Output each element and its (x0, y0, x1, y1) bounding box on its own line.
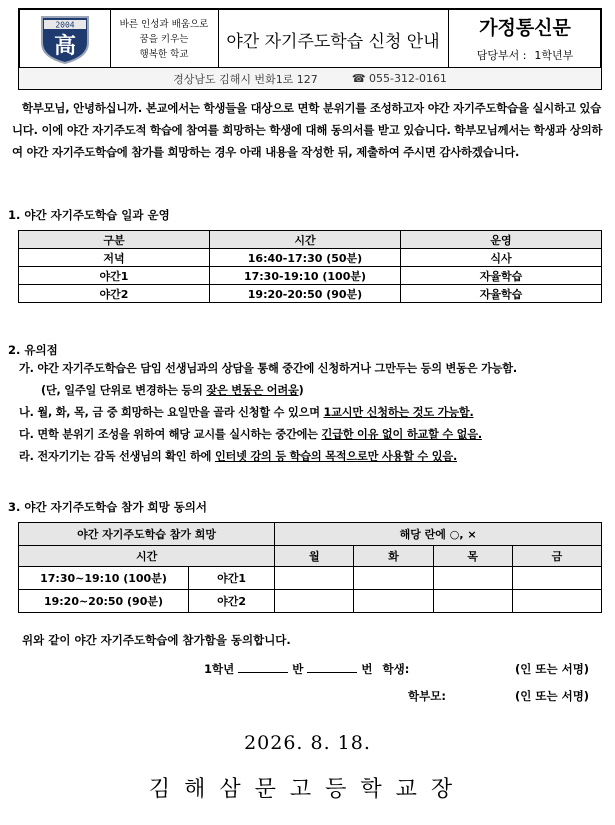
table-cell: 17:30-19:10 (100분) (210, 267, 401, 285)
check-cell-thu[interactable] (433, 590, 512, 613)
table-cell: 16:40-17:30 (50분) (210, 249, 401, 267)
note-da (19, 424, 609, 446)
section3-title: 3. 야간 자기주도학습 참가 희망 동의서 (8, 500, 208, 514)
table-cell: 야간2 (19, 285, 210, 303)
note-na (19, 402, 609, 424)
schedule-header-cell: 구분 (19, 231, 210, 249)
number-label: 번 (361, 662, 373, 676)
motto-line-3: 행복한 학교 (139, 48, 189, 60)
day-header: 화 (354, 546, 433, 567)
table-row (19, 249, 602, 267)
table-cell: 야간1 (19, 267, 210, 285)
logo-char: 高 (53, 34, 77, 59)
period-cell: 야간1 (188, 567, 274, 590)
note-text: 다. 면학 분위기 조성을 위하여 해당 교시를 실시하는 중간에는 (19, 428, 322, 441)
day-header: 목 (433, 546, 512, 567)
student-info-line (204, 661, 409, 677)
check-cell-tue[interactable] (354, 567, 433, 590)
motto-line-1: 바른 인성과 배움으로 (119, 18, 209, 30)
note-ra (19, 446, 609, 468)
class-label: 반 (292, 662, 304, 676)
time-cell: 17:30~19:10 (100분) (19, 567, 189, 590)
period-cell: 야간2 (188, 590, 274, 613)
parent-sign[interactable]: (인 또는 서명) (515, 689, 590, 703)
consent-header-row (19, 523, 602, 546)
check-cell-mon[interactable] (275, 590, 354, 613)
motto-line-2: 꿈을 키우는 (139, 33, 189, 45)
note-underline: 긴급한 이유 없이 하교할 수 없음. (321, 428, 482, 441)
grade-label: 1학년 (204, 662, 235, 676)
check-cell-thu[interactable] (433, 567, 512, 590)
table-cell: 식사 (401, 249, 602, 267)
intro-paragraph (12, 97, 604, 163)
consent-table (18, 522, 602, 613)
table-row (19, 567, 602, 590)
logo-year: 2004 (55, 20, 75, 30)
number-blank[interactable] (307, 661, 357, 673)
note-underline: 잦은 변동은 어려움 (206, 384, 299, 397)
dept-label: 담당부서 : (476, 49, 527, 62)
consent-subheader-row (19, 546, 602, 567)
schedule-table (18, 230, 602, 303)
check-cell-fri[interactable] (512, 590, 601, 613)
note-text: (단, 일주일 단위로 변경하는 등의 (41, 384, 207, 397)
section1-title: 1. 야간 자기주도학습 일과 운영 (8, 208, 170, 222)
note-text: 나. 월, 화, 목, 금 중 희망하는 요일만을 골라 신청할 수 있으며 (19, 406, 324, 419)
header-top-row (18, 8, 602, 68)
schedule-header-row (19, 231, 602, 249)
newsletter-box (448, 10, 602, 68)
class-blank[interactable] (238, 661, 288, 673)
newsletter-label: 가정통신문 (479, 16, 571, 39)
note-underline: 인터넷 강의 등 학습의 목적으로만 사용할 수 있음. (214, 450, 457, 463)
department (448, 44, 602, 66)
check-cell-tue[interactable] (354, 590, 433, 613)
consent-header-right: 해당 란에 ○, × (275, 523, 602, 546)
table-cell: 자율학습 (401, 267, 602, 285)
schedule-header-cell: 시간 (210, 231, 401, 249)
day-header: 금 (512, 546, 601, 567)
document-title: 야간 자기주도학습 신청 안내 (218, 10, 449, 68)
consent-statement: 위와 같이 야간 자기주도학습에 참가함을 동의합니다. (22, 633, 291, 647)
check-cell-mon[interactable] (275, 567, 354, 590)
table-cell: 자율학습 (401, 285, 602, 303)
table-cell: 저녁 (19, 249, 210, 267)
table-row (19, 590, 602, 613)
school-address: 경상남도 김해시 번화1로 127 (173, 72, 318, 86)
check-cell-fri[interactable] (512, 567, 601, 590)
note-text: ) (298, 384, 304, 397)
intro-text: 학부모님, 안녕하십니까. 본교에서는 학생들을 대상으로 면학 분위기를 조성하고자 야간 자기주도학습을 실시하고 있습니다. 이에 야간 자기주도적 학습에 참여를 희망하는 학생에 대해 동의서를 받고 있습니다. 학부모님께서는 학생과 상의하여 야간 자기주도학습에 참가를 희망하는 경우 아래 내용을 작성한 뒤, 제출하여 주시면 감사하겠습니다. (12, 101, 603, 159)
day-header: 월 (275, 546, 354, 567)
time-cell: 19:20~20:50 (90분) (19, 590, 189, 613)
school-phone: ☎ 055-312-0161 (351, 72, 447, 85)
note-text: 라. 전자기기는 감독 선생님의 확인 하에 (19, 450, 215, 463)
note-ga: 가. 야간 자기주도학습은 담임 선생님과의 상담을 통해 중간에 신청하거나 그만두는 등의 변동은 가능함. (19, 362, 517, 375)
table-row (19, 267, 602, 285)
student-sign[interactable]: (인 또는 서명) (515, 662, 590, 676)
school-emblem-icon (36, 13, 94, 65)
consent-header-left: 야간 자기주도학습 참가 희망 (19, 523, 275, 546)
note-underline: 1교시만 신청하는 것도 가능함. (323, 406, 474, 419)
school-logo (20, 10, 111, 68)
header-contact-row (18, 68, 602, 90)
notes-list (19, 358, 609, 468)
document-date: 2026. 8. 18. (244, 732, 371, 754)
section2-title: 2. 유의점 (8, 343, 58, 357)
dept-value: 1학년부 (534, 49, 574, 62)
principal-signature: 김해삼문고등학교장 (148, 777, 467, 802)
time-header: 시간 (19, 546, 275, 567)
table-row (19, 285, 602, 303)
parent-label: 학부모: (408, 689, 446, 703)
newsletter-header (18, 8, 602, 90)
schedule-header-cell: 운영 (401, 231, 602, 249)
student-label: 학생: (382, 662, 410, 676)
note-ga-sub (19, 380, 609, 402)
school-motto (110, 10, 219, 68)
table-cell: 19:20-20:50 (90분) (210, 285, 401, 303)
